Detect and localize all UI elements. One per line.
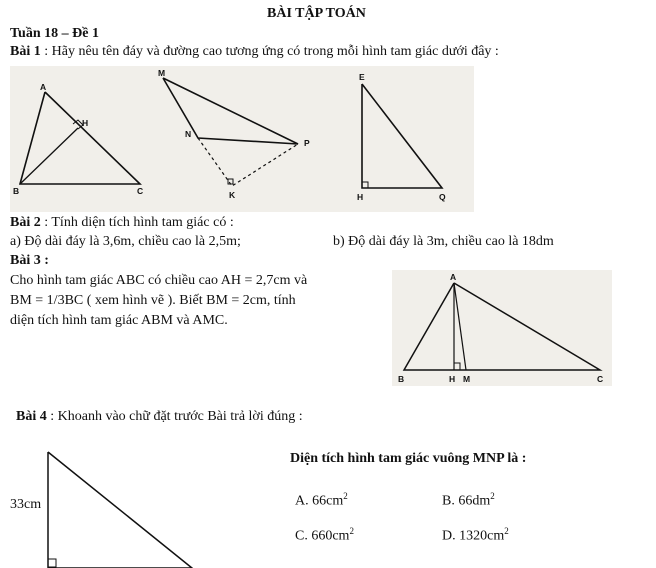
label-b: B: [13, 186, 20, 196]
bai1-text: : Hãy nêu tên đáy và đường cao tương ứng có trong mỗi hình tam giác dưới đây :: [44, 44, 499, 59]
bai2-text: : Tính diện tích hình tam giác có :: [44, 215, 234, 230]
option-c-value: 660cm: [311, 528, 350, 544]
bai1-label: Bài 1: [10, 44, 41, 59]
option-a-value: 66cm: [312, 493, 344, 509]
option-b-value: 66dm: [458, 493, 491, 509]
label-a3: A: [450, 272, 457, 282]
option-c-exponent: 2: [349, 526, 354, 536]
label-a: A: [40, 82, 47, 92]
label-e: E: [359, 72, 365, 82]
label-m: M: [158, 68, 166, 78]
option-a[interactable]: [295, 488, 348, 510]
label-b3: B: [398, 374, 405, 384]
option-d-letter: D.: [442, 528, 456, 544]
label-n: N: [185, 129, 192, 139]
option-a-exponent: 2: [343, 491, 348, 501]
option-d-exponent: 2: [504, 526, 509, 536]
right-angle-mark-4: [48, 559, 56, 567]
label-q: Q: [439, 192, 446, 202]
option-d-value: 1320cm: [459, 528, 505, 544]
bai3-line1: Cho hình tam giác ABC có chiều cao AH = 2,7cm và: [10, 273, 308, 288]
bai2-label: Bài 2: [10, 215, 41, 230]
bai2-part-b: b) Độ dài đáy là 3m, chiều cao là 18dm: [333, 234, 554, 249]
label-h3: H: [449, 374, 456, 384]
label-k: K: [229, 190, 236, 200]
bai4-label: Bài 4: [16, 409, 47, 424]
bai3-line3: diện tích hình tam giác ABM và AMC.: [10, 313, 228, 328]
bai4-text: : Khoanh vào chữ đặt trước Bài trả lời đúng :: [50, 409, 303, 424]
triangle-mnp-4: [48, 452, 192, 568]
option-c-letter: C.: [295, 528, 308, 544]
week-label: Tuần 18 – Đề 1: [10, 26, 99, 41]
label-h2: H: [357, 192, 364, 202]
label-c3: C: [597, 374, 604, 384]
option-c[interactable]: [295, 523, 354, 545]
label-m3: M: [463, 374, 471, 384]
bai4-question: Diện tích hình tam giác vuông MNP là :: [290, 451, 527, 466]
bai2-part-a: a) Độ dài đáy là 3,6m, chiều cao là 2,5m;: [10, 234, 241, 249]
bai3-line2: BM = 1/3BC ( xem hình vẽ ). Biết BM = 2cm, tính: [10, 293, 296, 308]
option-b-letter: B.: [442, 493, 455, 509]
option-a-letter: A.: [295, 493, 309, 509]
label-c: C: [137, 186, 144, 196]
option-d[interactable]: [442, 523, 509, 545]
label-h: H: [82, 118, 89, 128]
option-b-exponent: 2: [490, 491, 495, 501]
label-p: P: [304, 138, 310, 148]
option-b[interactable]: [442, 488, 495, 510]
side-length-label: 33cm: [10, 497, 42, 512]
bai3-label: Bài 3 :: [10, 253, 49, 268]
page-title: BÀI TẬP TOÁN: [267, 6, 366, 21]
